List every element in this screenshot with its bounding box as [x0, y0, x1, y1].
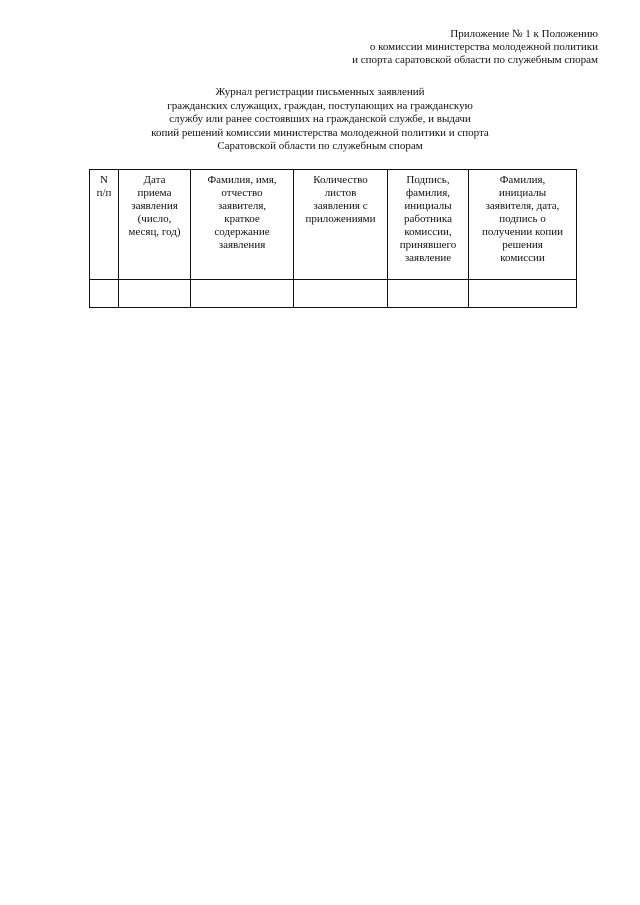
table-cell [119, 280, 191, 308]
table-cell [294, 280, 388, 308]
table-cell [469, 280, 577, 308]
journal-title [130, 86, 510, 154]
header-cell-date: Дата приема заявления (число, месяц, год) [119, 170, 191, 280]
table-row [90, 280, 577, 308]
appendix-line: Приложение № 1 к Положению [450, 28, 598, 40]
title-line: гражданских служащих, граждан, поступающих на гражданскую [167, 99, 473, 112]
appendix-note [352, 28, 598, 67]
table-cell [388, 280, 469, 308]
table-header-row [90, 170, 577, 280]
title-line: Журнал регистрации письменных заявлений [215, 86, 425, 98]
header-cell-decision-copy: Фамилия, инициалы заявителя, дата, подпись о получении копии решения комиссии [469, 170, 577, 280]
title-line: службу или ранее состоявших на гражданской службе, и выдачи [169, 113, 471, 125]
journal-table [89, 169, 577, 308]
title-line: Саратовской области по служебным спорам [217, 140, 423, 152]
appendix-line: о комиссии министерства молодежной политики [369, 41, 598, 53]
appendix-line: и спорта саратовской области по служебным спорам [352, 54, 598, 66]
header-cell-applicant: Фамилия, имя, отчество заявителя, краткое содержание заявления [191, 170, 294, 280]
table-cell [90, 280, 119, 308]
header-cell-pages: Количество листов заявления с приложениями [294, 170, 388, 280]
title-line: копий решений комиссии министерства молодежной политики и спорта [151, 126, 489, 139]
header-cell-receiver: Подпись, фамилия, инициалы работника комиссии, принявшего заявление [388, 170, 469, 280]
header-cell-number: N п/п [90, 170, 119, 280]
table-cell [191, 280, 294, 308]
